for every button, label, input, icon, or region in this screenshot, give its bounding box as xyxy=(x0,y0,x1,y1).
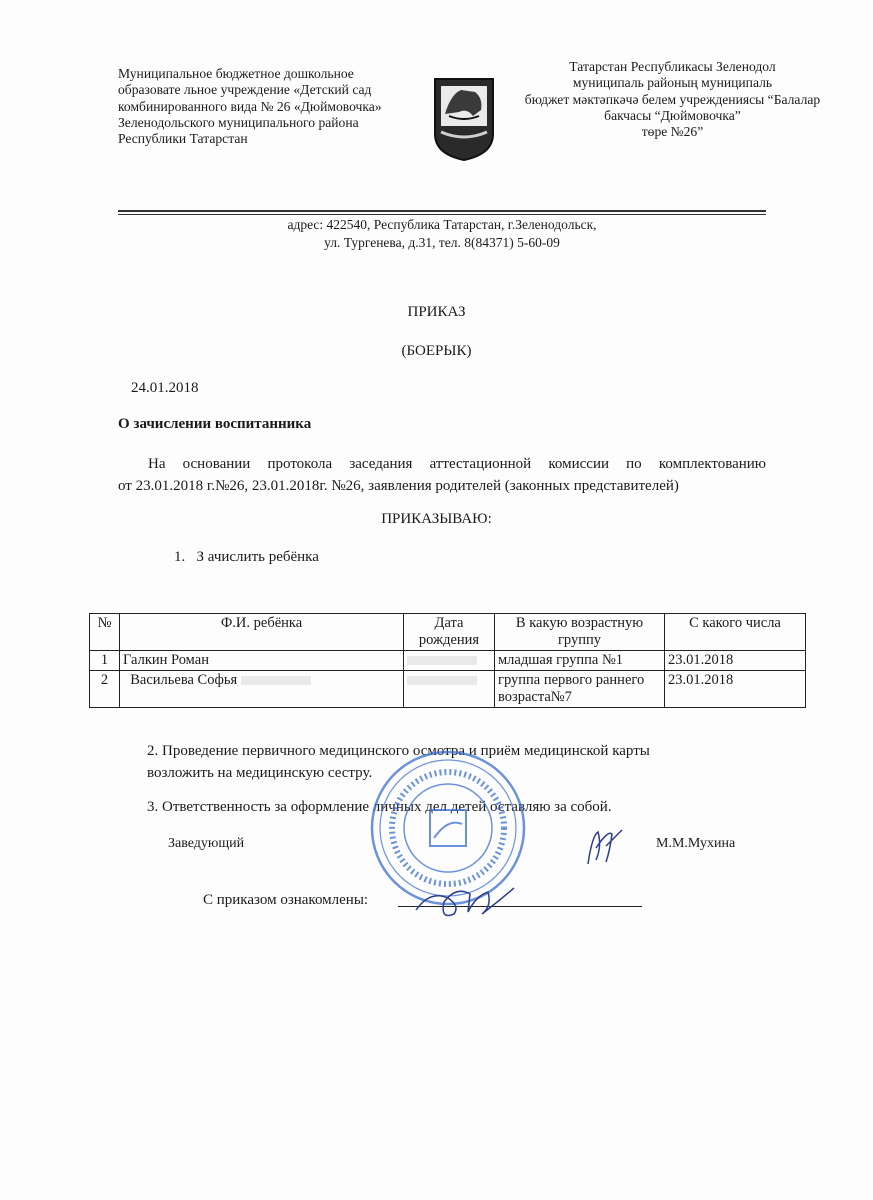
redacted-birthdate xyxy=(404,671,495,708)
address-block: адрес: 422540, Республика Татарстан, г.Зеленодольск, ул. Тургенева, д.31, тел. 8(84371) 5-60-09 xyxy=(287,217,597,250)
child-name: Галкин Роман xyxy=(123,652,209,668)
col-header-number: № xyxy=(90,614,120,651)
acknowledgement-signature xyxy=(410,880,520,924)
acknowledgement-label: С приказом ознакомлены: xyxy=(203,892,369,908)
order-item-2: 2. Проведение первичного медицинского осмотра и приём медицинской карты возложить на медицинскую сестру. xyxy=(147,743,650,781)
children-table xyxy=(89,613,806,708)
org-name-russian: Муниципальное бюджетное дошкольное образовате льное учреждение «Детский сад комбинированного вида № 26 «Дюймовочка» Зеленодольского муниципального района Республики Татарстан xyxy=(118,66,382,147)
head-signature xyxy=(582,826,628,868)
col-header-birthdate: Дата рождения xyxy=(404,614,495,651)
col-header-group: В какую возрастную группу xyxy=(495,614,665,651)
order-item-1: 1. З ачислить ребёнка xyxy=(174,549,319,565)
order-heading: ПРИКАЗЫВАЮ: xyxy=(381,511,492,527)
order-item-3: 3. Ответственность за оформление личных дел детей оставляю за собой. xyxy=(147,799,612,815)
header-divider xyxy=(118,210,766,212)
col-header-name: Ф.И. ребёнка xyxy=(120,614,404,651)
org-name-tatar: Татарстан Республикасы Зеленодол муниципаль районың муниципаль бюджет мәктәпкәчә белем учреждениясы “Балалар бакчасы “Дюймовочка” төре №26” xyxy=(524,59,821,140)
document-date: 24.01.2018 xyxy=(131,380,199,396)
table-header-row xyxy=(90,614,806,651)
table-row: 1 Галкин Роман младшая группа №1 23.01.2018 xyxy=(90,651,806,671)
header-divider-thin xyxy=(118,214,766,215)
redacted-birthdate xyxy=(404,651,495,671)
head-name: М.М.Мухина xyxy=(656,836,736,851)
document-subtitle: (БОЕРЫК) xyxy=(401,343,472,359)
basis-paragraph: На основании протокола заседания аттестационной комиссии по комплектованию от 23.01.2018 г.№26, 23.01.2018г. №26, заявления родителей (законных представителей) xyxy=(118,456,766,494)
child-name: Васильева Софья xyxy=(130,672,238,688)
col-header-from-date: С какого числа xyxy=(665,614,806,651)
table-row: 2 Васильева Софья группа первого раннего возраста№7 23.01.2018 xyxy=(90,671,806,708)
head-title: Заведующий xyxy=(168,836,245,851)
coat-of-arms-emblem xyxy=(431,76,497,162)
document-subject: О зачислении воспитанника xyxy=(118,416,312,432)
document-title: ПРИКАЗ xyxy=(407,304,466,320)
